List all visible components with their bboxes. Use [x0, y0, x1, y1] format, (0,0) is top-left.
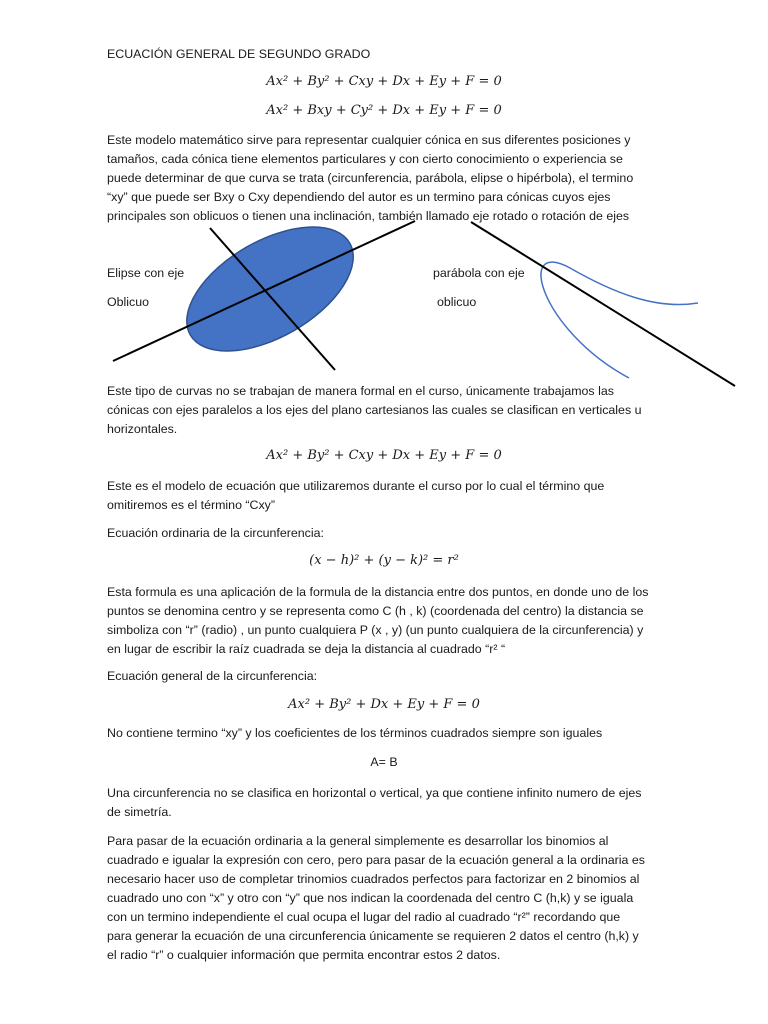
heading-general-circle: Ecuación general de la circunferencia:: [107, 669, 318, 683]
general-circle-equation: Ax² + By² + Dx + Ey + F = 0: [288, 697, 480, 712]
document-title: ECUACIÓN GENERAL DE SEGUNDO GRADO: [107, 47, 371, 61]
paragraph-distance-formula: [107, 583, 652, 659]
text-line: tamaños, cada cónica tiene elementos particulares y con cierto conocimiento o experiencia se: [107, 152, 623, 166]
text-line: necesario hacer uso de completar trinomios cuadrados perfectos para factorizar en 2 binomios al: [107, 872, 640, 886]
text-line: puede determinar de que curva se trata (circunferencia, parábola, elipse o hipérbola), el termino: [107, 171, 634, 185]
text-line: en lugar de escribir la raíz cuadrada se deja la distancia al cuadrado “r² “: [107, 642, 506, 656]
general-equation-2: Ax² + Bxy + Cy² + Dx + Ey + F = 0: [266, 103, 502, 118]
paragraph-conversion: [107, 832, 652, 965]
text-line: principales son oblicuos o tienen una inclinación, también llamado eje rotado o rotación de ejes: [107, 209, 630, 223]
paragraph-model: [107, 477, 652, 515]
text-line: cuadrado uno con “x” y otro con “y” que nos indican la coordenada del centro C (h,k) y se iguala: [107, 891, 634, 905]
paragraph-no-xy: No contiene termino “xy” y los coeficientes de los términos cuadrados siempre son iguales: [107, 726, 603, 740]
text-line: Este modelo matemático sirve para representar cualquier cónica en sus diferentes posiciones y: [107, 133, 631, 147]
oblique-conics-figure: [0, 0, 768, 400]
text-line: con un termino independiente el cual ocupa el lugar del radio al cuadrado “r²” recordando que: [107, 910, 621, 924]
text-line: cónicas con ejes paralelos a los ejes del plano cartesianos las cuales se clasifican en verticales u: [107, 403, 642, 417]
parabola-label-line2: oblicuo: [437, 295, 477, 309]
text-line: Una circunferencia no se clasifica en horizontal o vertical, ya que contiene infinito numero de ejes: [107, 786, 642, 800]
text-line: Este es el modelo de ecuación que utilizaremos durante el curso por lo cual el término que: [107, 479, 605, 493]
text-line: el radio “r” o cualquier información que permita encontrar estos 2 datos.: [107, 948, 501, 962]
heading-ordinary-circle: Ecuación ordinaria de la circunferencia:: [107, 526, 324, 540]
text-line: Esta formula es una aplicación de la formula de la distancia entre dos puntos, en donde uno de los: [107, 585, 649, 599]
text-line: “xy” que puede ser Bxy o Cxy dependiendo del autor es un termino para cónicas cuyos ejes: [107, 190, 611, 204]
parabola-label-line1: parábola con eje: [433, 266, 525, 280]
text-line: simboliza con “r” (radio) , un punto cualquiera P (x , y) (un punto cualquiera de la circunferencia) y: [107, 623, 644, 637]
a-equals-b: A= B: [370, 755, 398, 769]
text-line: Para pasar de la ecuación ordinaria a la general simplemente es desarrollar los binomios al: [107, 834, 609, 848]
general-equation-1: Ax² + By² + Cxy + Dx + Ey + F = 0: [266, 74, 502, 89]
text-line: Este tipo de curvas no se trabajan de manera formal en el curso, únicamente trabajamos las: [107, 384, 614, 398]
general-equation-3: Ax² + By² + Cxy + Dx + Ey + F = 0: [266, 448, 502, 463]
text-line: cuadrado e igualar la expresión con cero, pero para pasar de la ecuación general a la ordinaria es: [107, 853, 645, 867]
paragraph-symmetry: [107, 784, 652, 822]
text-line: horizontales.: [107, 422, 178, 436]
text-line: para generar la ecuación de una circunferencia únicamente se requieren 2 datos el centro (h,k) y: [107, 929, 639, 943]
ordinary-circle-equation: (x − h)² + (y − k)² = r²: [309, 553, 459, 568]
ellipse-label-line1: Elipse con eje: [107, 266, 185, 280]
paragraph-course-scope: [107, 382, 652, 439]
ellipse-label-line2: Oblicuo: [107, 295, 150, 309]
text-line: de simetría.: [107, 805, 172, 819]
text-line: omitiremos es el término “Cxy”: [107, 498, 275, 512]
text-line: puntos se denomina centro y se representa como C (h , k) (coordenada del centro) la distancia se: [107, 604, 644, 618]
